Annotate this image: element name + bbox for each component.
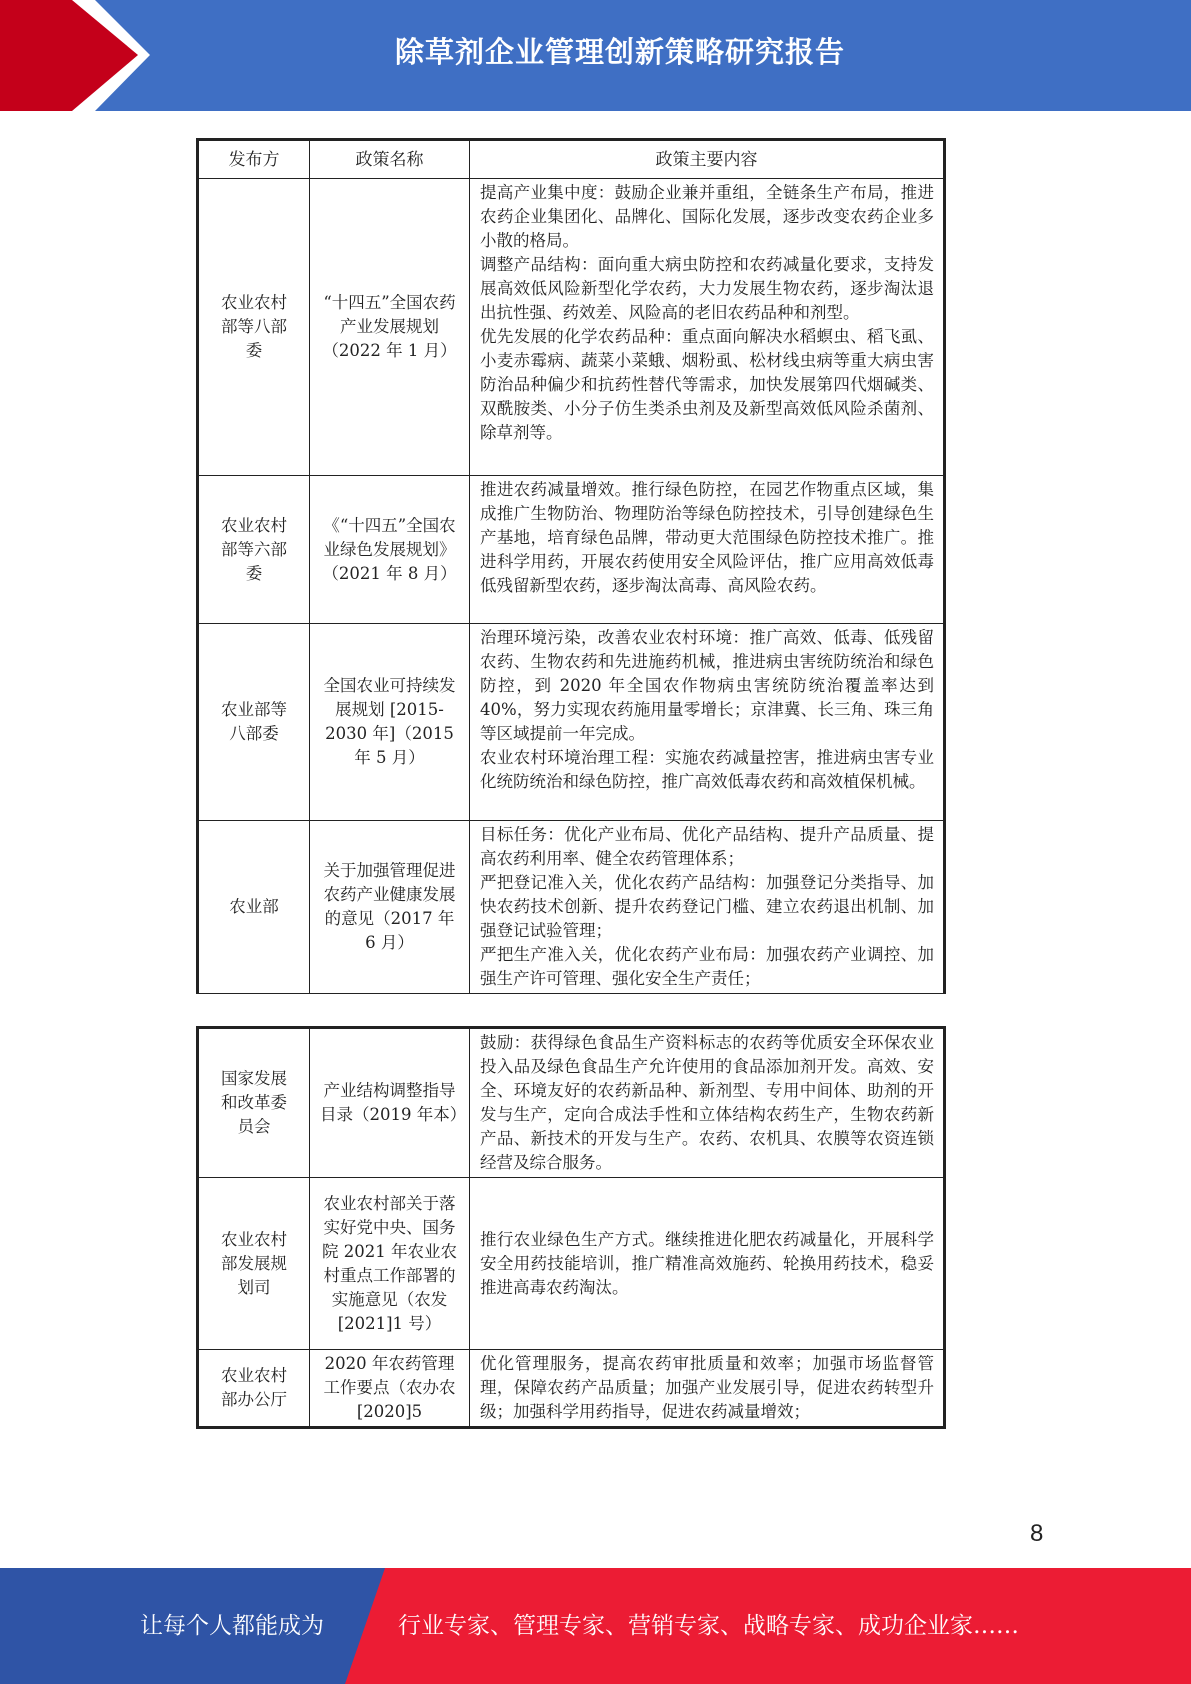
issuer-cell: 农业农村部等八部委 <box>198 179 310 476</box>
content-paragraph: 目标任务：优化产业布局、优化产品结构、提升产品质量、提高农药利用率、健全农药管理体系； <box>480 825 934 868</box>
issuer-cell: 农业农村部等六部委 <box>198 476 310 624</box>
page-header <box>0 0 1191 111</box>
content-paragraph: 提高产业集中度：鼓励企业兼并重组，全链条生产布局，推进农药企业集团化、品牌化、国际化发展，逐步改变农药企业多小散的格局。 <box>480 183 934 250</box>
policy-name-cell: 《“十四五”全国农业绿色发展规划》（2021 年 8 月） <box>310 476 470 624</box>
policy-name-cell: 农业农村部关于落实好党中央、国务院 2021 年农业农村重点工作部署的实施意见（农发[2021]1 号） <box>310 1178 470 1350</box>
content-paragraph: 推行农业绿色生产方式。继续推进化肥农药减量化，开展科学安全用药技能培训，推广精准高效施药、轮换用药技术，稳妥推进高毒农药淘汰。 <box>480 1229 934 1297</box>
table-row <box>198 1178 945 1350</box>
issuer-cell: 农业部 <box>198 821 310 994</box>
header-policy-content: 政策主要内容 <box>470 140 945 179</box>
table-row <box>198 624 945 821</box>
page-number: 8 <box>1030 1520 1044 1547</box>
table-row <box>198 179 945 476</box>
page-footer <box>0 1568 1191 1684</box>
content-paragraph: 优化管理服务，提高农药审批质量和效率；加强市场监督管理，保障农药产品质量；加强产业发展引导，促进农药转型升级；加强科学用药指导，促进农药减量增效； <box>480 1354 934 1421</box>
policy-name-cell: “十四五”全国农药产业发展规划（2022 年 1 月） <box>310 179 470 476</box>
policy-content-cell <box>470 1350 945 1428</box>
policy-name-cell: 2020 年农药管理工作要点（农办农[2020]5 <box>310 1350 470 1428</box>
policy-table-1 <box>196 138 946 994</box>
table-header-row <box>198 140 945 179</box>
policy-content-cell <box>470 624 945 821</box>
policy-name-cell: 产业结构调整指导目录（2019 年本） <box>310 1028 470 1178</box>
table-row <box>198 1028 945 1178</box>
policy-content-cell <box>470 179 945 476</box>
content-paragraph: 农业农村环境治理工程：实施农药减量控害，推进病虫害专业化统防统治和绿色防控，推广高效低毒农药和高效植保机械。 <box>480 748 934 791</box>
policy-content-cell <box>470 476 945 624</box>
content-paragraph: 推进农药减量增效。推行绿色防控，在园艺作物重点区域，集成推广生物防治、物理防治等绿色防控技术，引导创建绿色生产基地，培育绿色品牌，带动更大范围绿色防控技术推广。推进科学用药，开展农药使用安全风险评估，推广应用高效低毒低残留新型农药，逐步淘汰高毒、高风险农药。 <box>480 480 934 595</box>
policy-content-cell <box>470 1028 945 1178</box>
table-row <box>198 476 945 624</box>
header-policy-name: 政策名称 <box>310 140 470 179</box>
issuer-cell: 农业农村部发展规划司 <box>198 1178 310 1350</box>
footer-slogan-left: 让每个人都能成为 <box>140 1613 324 1639</box>
policy-table-2 <box>196 1026 946 1429</box>
header-issuer: 发布方 <box>198 140 310 179</box>
content-paragraph: 严把登记准入关，优化农药产品结构：加强登记分类指导、加快农药技术创新、提升农药登记门槛、建立农药退出机制、加强登记试验管理； <box>480 873 934 940</box>
content-paragraph: 严把生产准入关，优化农药产业布局：加强农药产业调控、加强生产许可管理、强化安全生产责任； <box>480 945 934 988</box>
issuer-cell: 农业农村部办公厅 <box>198 1350 310 1428</box>
header-arrow-icon <box>0 0 138 111</box>
table-row <box>198 821 945 994</box>
table-row <box>198 1350 945 1428</box>
footer-slogan-right: 行业专家、管理专家、营销专家、战略专家、成功企业家…… <box>398 1613 1019 1639</box>
issuer-cell: 国家发展和改革委员会 <box>198 1028 310 1178</box>
policy-name-cell: 全国农业可持续发展规划 [2015-2030 年]（2015 年 5 月） <box>310 624 470 821</box>
content-paragraph: 鼓励：获得绿色食品生产资料标志的农药等优质安全环保农业投入品及绿色食品生产允许使用的食品添加剂开发。高效、安全、环境友好的农药新品种、新剂型、专用中间体、助剂的开发与生产，定向合成法手性和立体结构农药生产，生物农药新产品、新技术的开发与生产。农药、农机具、农膜等农资连锁经营及综合服务。 <box>480 1033 934 1172</box>
policy-name-cell: 关于加强管理促进农药产业健康发展的意见（2017 年 6 月） <box>310 821 470 994</box>
content-paragraph: 调整产品结构：面向重大病虫防控和农药减量化要求，支持发展高效低风险新型化学农药，大力发展生物农药，逐步淘汰退出抗性强、药效差、风险高的老旧农药品种和剂型。 <box>480 255 934 322</box>
content-paragraph: 优先发展的化学农药品种：重点面向解决水稻螟虫、稻飞虱、小麦赤霉病、蔬菜小菜蛾、烟粉虱、松材线虫病等重大病虫害防治品种偏少和抗药性替代等需求，加快发展第四代烟碱类、双酰胺类、小分子仿生类杀虫剂及及新型高效低风险杀菌剂、除草剂等。 <box>480 327 934 442</box>
content-paragraph: 治理环境污染，改善农业农村环境：推广高效、低毒、低残留农药、生物农药和先进施药机械，推进病虫害统防统治和绿色防控，到 2020 年全国农作物病虫害统防统治覆盖率达到 40%，努力实现农药施用量零增长；京津冀、长三角、珠三角等区域提前一年完成。 <box>480 628 934 743</box>
issuer-cell: 农业部等八部委 <box>198 624 310 821</box>
policy-content-cell <box>470 821 945 994</box>
policy-content-cell <box>470 1178 945 1350</box>
report-title: 除草剂企业管理创新策略研究报告 <box>394 35 845 69</box>
